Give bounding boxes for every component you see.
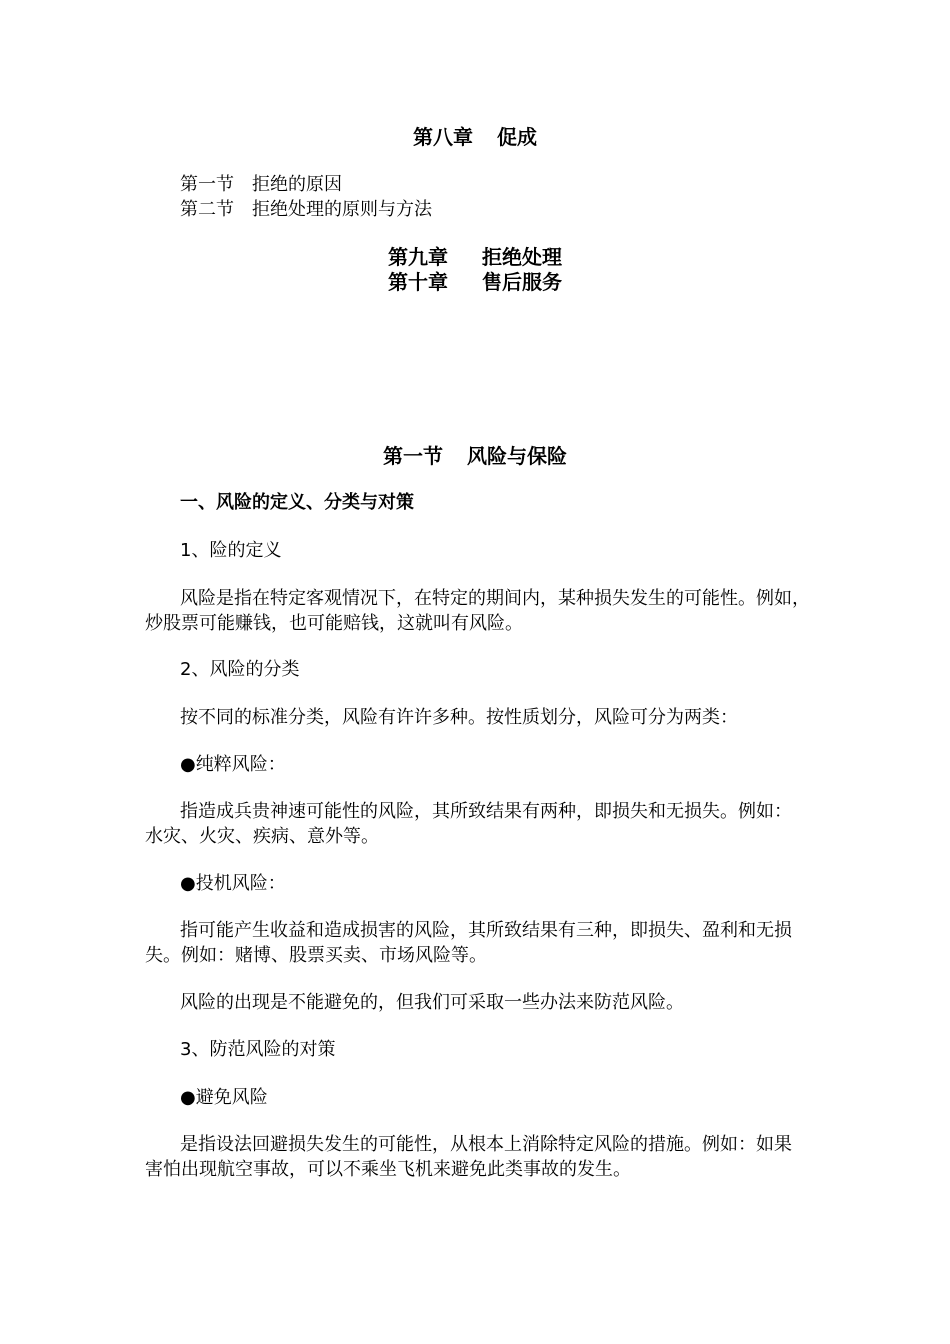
chapter-9-title: 拒绝处理 (482, 245, 562, 269)
bullet-avoid-risk: ●避免风险 (180, 1087, 268, 1108)
toc-section-1-number: 第一节 (180, 174, 234, 195)
chapter-10-heading (0, 270, 950, 294)
paragraph-3-line-2: 水灾、火灾、疾病、意外等。 (145, 826, 379, 847)
subheading-2: 2、风险的分类 (180, 659, 300, 680)
chapter-9-number: 第九章 (388, 245, 448, 269)
subheading-1: 1、险的定义 (180, 540, 282, 561)
paragraph-3-line-1: 指造成兵贵神速可能性的风险，其所致结果有两种，即损失和无损失。例如： (180, 801, 792, 822)
paragraph-4-line-2: 失。例如：赌博、股票买卖、市场风险等。 (145, 945, 487, 966)
toc-section-2 (180, 199, 432, 221)
subheading-3: 3、防范风险的对策 (180, 1039, 336, 1060)
paragraph-1-line-2: 炒股票可能赚钱，也可能赔钱，这就叫有风险。 (145, 613, 523, 634)
bullet-speculative-risk: ●投机风险： (180, 873, 286, 894)
chapter-8-title: 促成 (497, 125, 537, 149)
section-title: 风险与保险 (467, 444, 567, 468)
chapter-9-heading (0, 245, 950, 269)
paragraph-2: 按不同的标准分类，风险有许许多种。按性质划分，风险可分为两类： (180, 707, 738, 728)
toc-section-1 (180, 174, 342, 196)
toc-section-2-number: 第二节 (180, 199, 234, 220)
heading-risk-definition: 一、风险的定义、分类与对策 (180, 492, 414, 513)
bullet-pure-risk: ●纯粹风险： (180, 754, 286, 775)
chapter-10-number: 第十章 (388, 270, 448, 294)
paragraph-6-line-2: 害怕出现航空事故，可以不乘坐飞机来避免此类事故的发生。 (145, 1159, 631, 1180)
chapter-10-title: 售后服务 (482, 270, 562, 294)
paragraph-5: 风险的出现是不能避免的，但我们可采取一些办法来防范风险。 (180, 992, 684, 1013)
paragraph-4-line-1: 指可能产生收益和造成损害的风险，其所致结果有三种，即损失、盈利和无损 (180, 920, 792, 941)
paragraph-1-line-1: 风险是指在特定客观情况下，在特定的期间内，某种损失发生的可能性。例如， (180, 588, 810, 609)
section-number: 第一节 (383, 444, 443, 468)
section-heading (0, 444, 950, 468)
toc-section-2-title: 拒绝处理的原则与方法 (252, 199, 432, 220)
chapter-8-heading (0, 125, 950, 149)
toc-section-1-title: 拒绝的原因 (252, 174, 342, 195)
chapter-8-number: 第八章 (413, 125, 473, 149)
paragraph-6-line-1: 是指设法回避损失发生的可能性，从根本上消除特定风险的措施。例如：如果 (180, 1134, 792, 1155)
